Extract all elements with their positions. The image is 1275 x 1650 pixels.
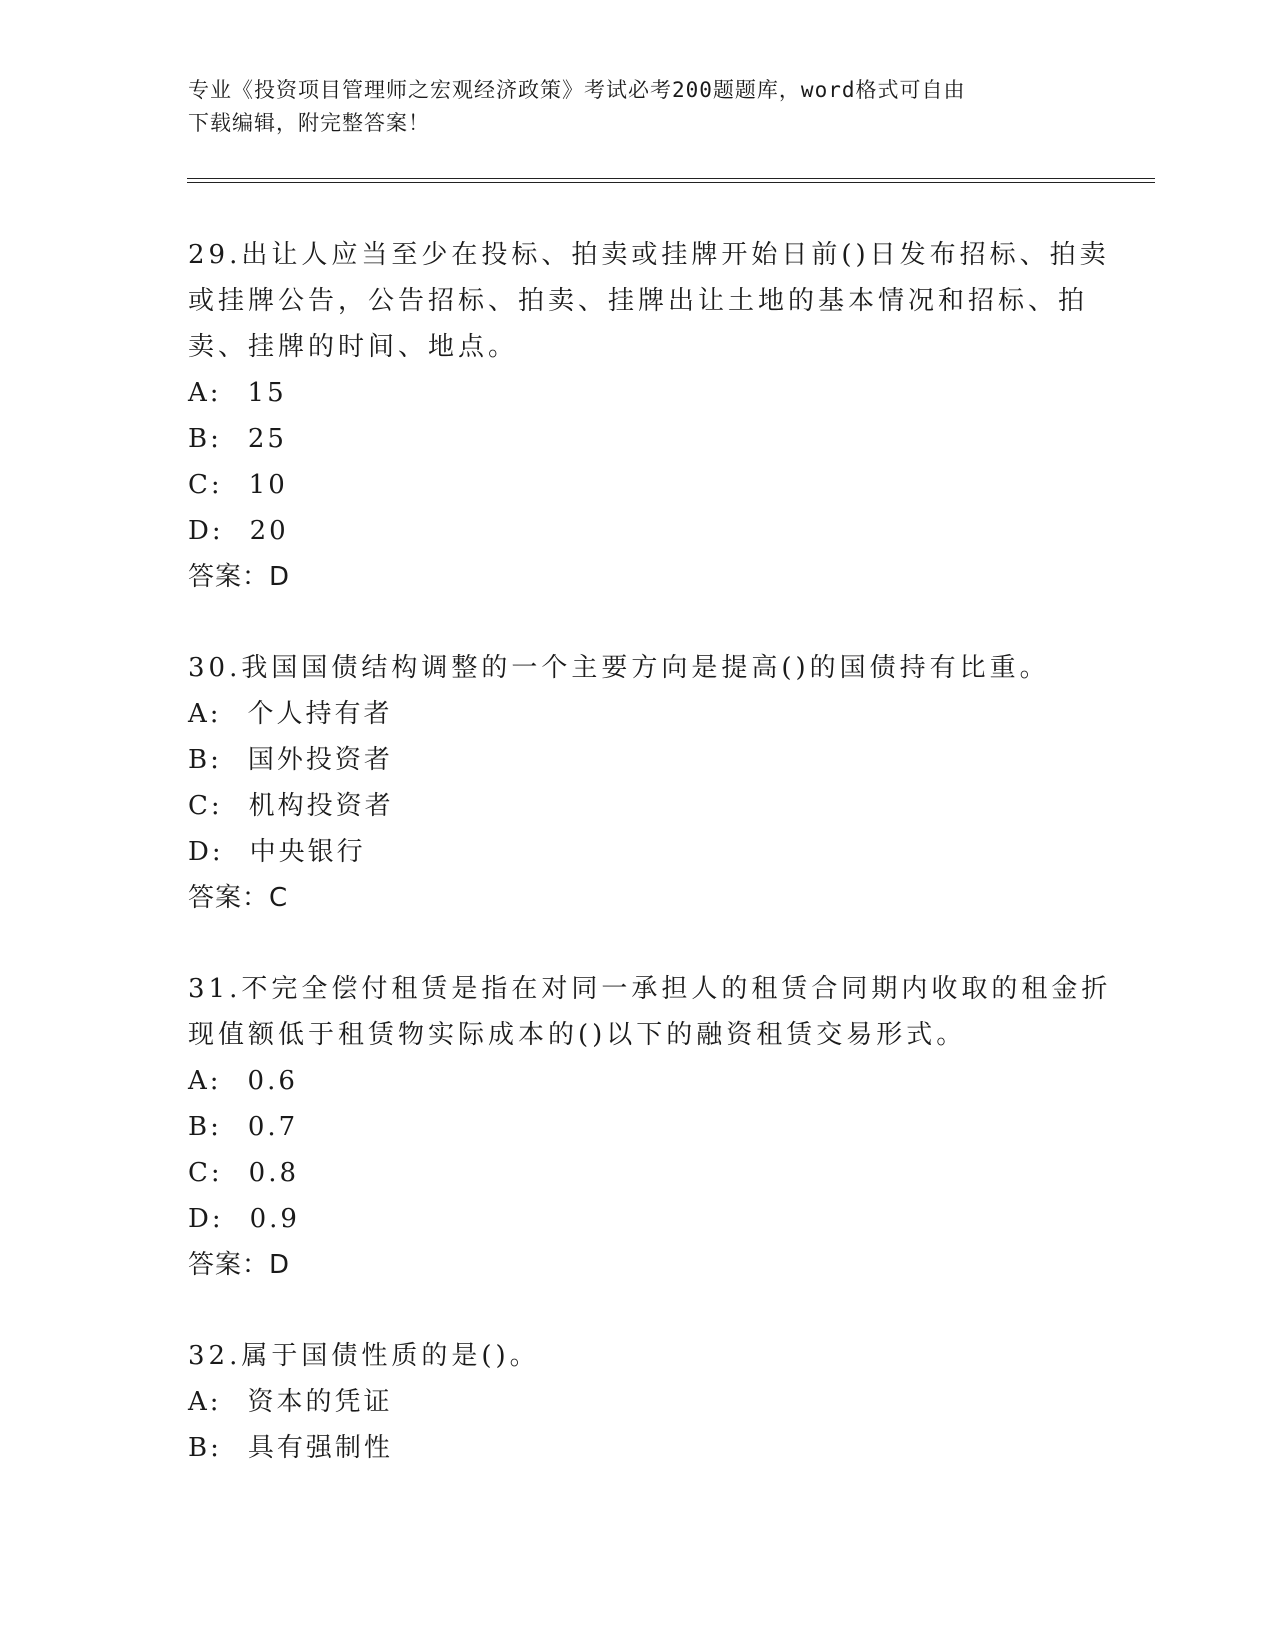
option-text: 0.7 bbox=[247, 1112, 299, 1142]
option-letter: C: bbox=[188, 791, 223, 821]
option-text: 0.8 bbox=[248, 1158, 300, 1188]
option-text: 机构投资者 bbox=[248, 791, 394, 821]
option-letter: C: bbox=[188, 1158, 223, 1188]
answer-key: 答案：D bbox=[188, 1250, 291, 1280]
answer-option bbox=[188, 370, 1088, 416]
question-block bbox=[188, 232, 1110, 600]
answer-option bbox=[188, 829, 1088, 875]
question-stem-line: 或挂牌公告，公告招标、拍卖、挂牌出让土地的基本情况和招标、拍 bbox=[188, 286, 1089, 316]
option-letter: A: bbox=[188, 1066, 222, 1096]
option-text: 国外投资者 bbox=[247, 745, 393, 775]
answer-option bbox=[188, 1150, 1088, 1196]
option-letter: B: bbox=[188, 1433, 222, 1463]
question-block bbox=[188, 1333, 1088, 1471]
question-block bbox=[188, 966, 1112, 1288]
option-letter: B: bbox=[188, 745, 222, 775]
option-letter: C: bbox=[188, 470, 223, 500]
question-stem-line: 30.我国国债结构调整的一个主要方向是提高()的国债持有比重。 bbox=[188, 653, 1050, 683]
question-block bbox=[188, 645, 1088, 921]
answer-option bbox=[188, 737, 1088, 783]
option-letter: A: bbox=[188, 699, 222, 729]
option-text: 0.9 bbox=[249, 1204, 300, 1234]
option-text: 中央银行 bbox=[249, 837, 366, 867]
option-text: 具有强制性 bbox=[247, 1433, 393, 1463]
answer-option bbox=[188, 1425, 1088, 1471]
option-letter: D: bbox=[188, 1204, 224, 1234]
option-text: 15 bbox=[247, 378, 287, 408]
header-divider bbox=[187, 178, 1155, 183]
option-letter: D: bbox=[188, 516, 224, 546]
option-letter: A: bbox=[188, 1387, 222, 1417]
header-line-1: 专业《投资项目管理师之宏观经济政策》考试必考200题题库，word格式可自由 bbox=[188, 78, 966, 102]
option-letter: B: bbox=[188, 1112, 222, 1142]
answer-option bbox=[188, 783, 1088, 829]
answer-option bbox=[188, 1058, 1088, 1104]
answer-option bbox=[188, 1379, 1088, 1425]
answer-key: 答案：D bbox=[188, 562, 291, 592]
answer-option bbox=[188, 1196, 1088, 1242]
option-letter: D: bbox=[188, 837, 224, 867]
question-stem-line: 29.出让人应当至少在投标、拍卖或挂牌开始日前()日发布招标、拍卖 bbox=[188, 240, 1110, 270]
question-stem-line: 31.不完全偿付租赁是指在对同一承担人的租赁合同期内收取的租金折 bbox=[188, 974, 1112, 1004]
question-stem-line: 32.属于国债性质的是()。 bbox=[188, 1341, 540, 1371]
question-stem-line: 现值额低于租赁物实际成本的()以下的融资租赁交易形式。 bbox=[188, 1020, 967, 1050]
option-text: 资本的凭证 bbox=[247, 1387, 393, 1417]
answer-option bbox=[188, 691, 1088, 737]
option-text: 20 bbox=[249, 516, 289, 546]
question-list bbox=[188, 232, 1112, 1516]
header-line-2: 下载编辑，附完整答案！ bbox=[188, 111, 430, 135]
page-header bbox=[188, 74, 1088, 140]
answer-option bbox=[188, 508, 1088, 554]
option-text: 25 bbox=[247, 424, 287, 454]
answer-key: 答案：C bbox=[188, 883, 289, 913]
option-letter: B: bbox=[188, 424, 222, 454]
option-letter: A: bbox=[188, 378, 222, 408]
question-stem-line: 卖、挂牌的时间、地点。 bbox=[188, 332, 519, 362]
option-text: 0.6 bbox=[247, 1066, 298, 1096]
answer-option bbox=[188, 416, 1088, 462]
option-text: 10 bbox=[248, 470, 288, 500]
answer-option bbox=[188, 1104, 1088, 1150]
answer-option bbox=[188, 462, 1088, 508]
option-text: 个人持有者 bbox=[247, 699, 393, 729]
